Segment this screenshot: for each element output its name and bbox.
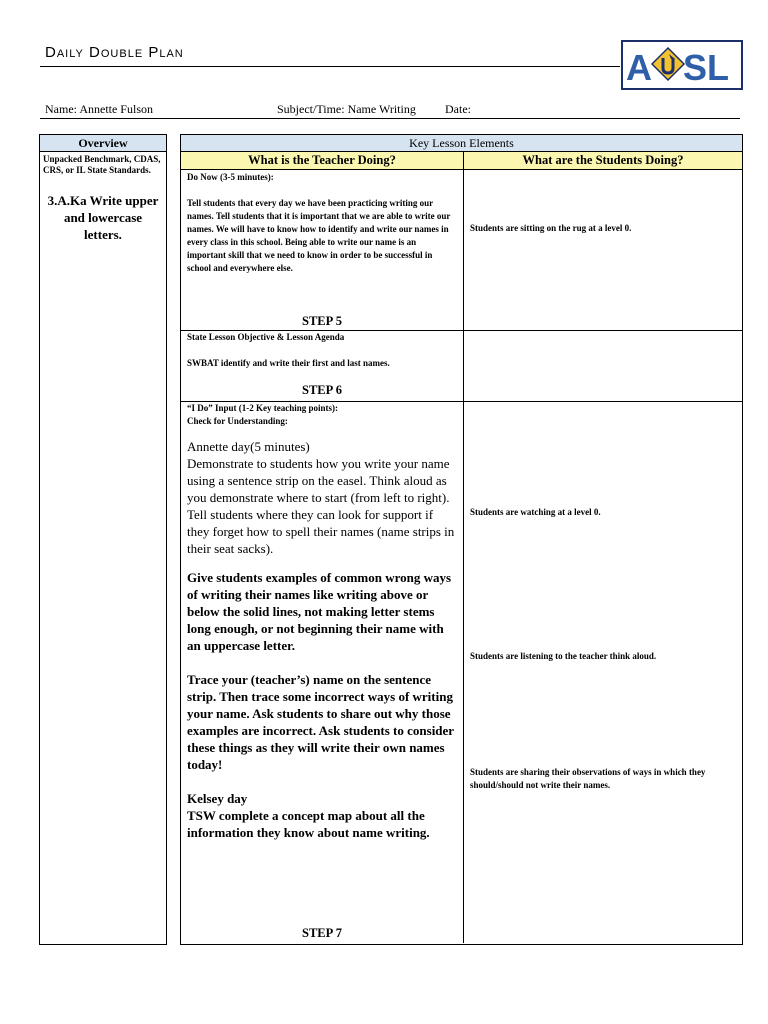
ausl-logo [621,40,743,90]
overview-panel [39,134,167,945]
key-lesson-panel [180,134,743,945]
objective-teacher-cell [181,331,464,401]
title-rule [40,66,620,67]
concept-text: TSW complete a concept map about all the information they know about name writing. [187,808,430,840]
subject-time: Subject/Time: Name Writing [277,102,416,116]
ausl-logo-icon [623,42,741,88]
date-label: Date: [445,102,471,116]
students-sharing-text: Students are sharing their observations of ways in which they should/should not write their names. [470,767,706,790]
step-6: STEP 6 [302,383,342,397]
objective-text: SWBAT identify and write their first and last names. [187,358,390,368]
key-lesson-heading: Key Lesson Elements [181,135,742,152]
do-now-students-cell [464,170,742,330]
do-now-teacher-cell [181,170,464,330]
svg-text:SL: SL [683,47,730,88]
column-headers [181,152,742,170]
objective-row [181,331,742,402]
students-watching-text: Students are watching at a level 0. [470,507,601,517]
i-do-teacher-cell [181,402,464,943]
cfu-label: Check for Understanding: [187,416,288,426]
i-do-label: “I Do” Input (1-2 Key teaching points): [187,403,339,413]
standards-label: Unpacked Benchmark, CDAS, CRS, or IL State Standards. [43,154,161,175]
do-now-row [181,170,742,331]
objective-students-cell [464,331,742,401]
overview-heading: Overview [40,135,166,152]
step-7: STEP 7 [302,926,342,940]
annette-day: Annette day(5 minutes) [187,439,310,454]
demo-text: Demonstrate to students how you write your name using a sentence strip on the easel. Think aloud as you demonstrate where to start (from left to right). Tell students where they can look for support if they forget how to spell their names (name strips in their seat sacks). [187,456,455,556]
students-column-header: What are the Students Doing? [522,153,684,167]
examples-text: Give students examples of common wrong ways of writing their names like writing above or below the solid lines, not making letter stems long enough, or not beginning their name with an uppercase letter. [187,570,452,653]
teacher-column-header: What is the Teacher Doing? [181,152,464,169]
trace-text: Trace your (teacher’s) name on the sentence strip. Then trace some incorrect ways of writing your name. Ask students to share out why those examples are incorrect. Ask students to consider these things as they will write their own names today! [187,672,454,772]
svg-text:A: A [626,47,652,88]
i-do-students-cell [464,402,742,943]
objective-label: State Lesson Objective & Lesson Agenda [187,332,345,342]
teacher-name: Name: Annette Fulson [45,102,153,116]
document-title: Daily Double Plan [45,44,184,61]
students-listening-text: Students are listening to the teacher think aloud. [470,651,657,661]
do-now-label: Do Now (3-5 minutes): [187,172,274,182]
do-now-students-text: Students are sitting on the rug at a level 0. [470,223,632,233]
kelsey-day: Kelsey day [187,791,248,806]
standard-text: 3.A.Ka Write upper and lowercase letters. [47,193,159,242]
step-5: STEP 5 [302,314,342,328]
do-now-text: Tell students that every day we have been practicing writing our names. Tell students that it is important that we are able to write our names. We will have to know how to identify and write our names in every class in this school. Being able to write our name is an important skill that we need to know in order to be successful in school and everywhere else. [187,198,451,273]
i-do-row [181,402,742,943]
meta-rule [40,118,740,119]
